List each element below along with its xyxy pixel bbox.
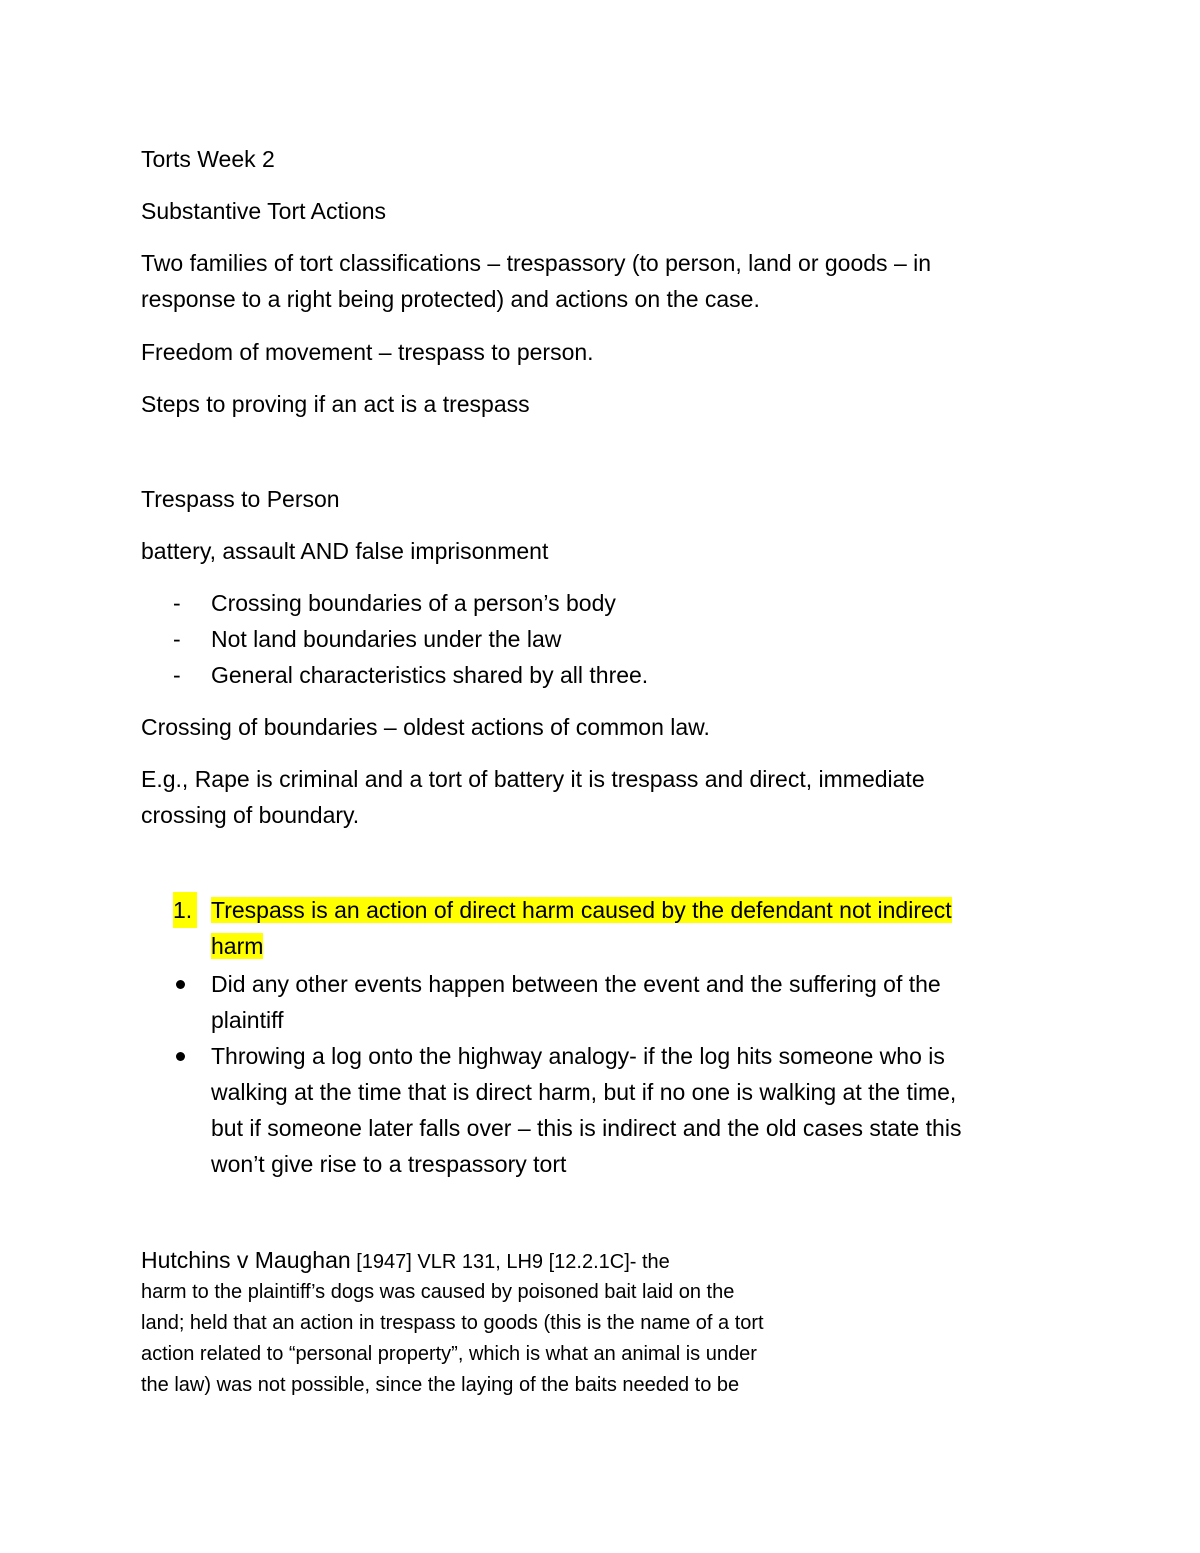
dash-marker: - <box>173 590 181 616</box>
paragraph-steps: Steps to proving if an act is a trespass <box>141 391 530 417</box>
list-item-text: Not land boundaries under the law <box>211 626 562 652</box>
paragraph-families <box>141 245 1051 317</box>
dash-marker: - <box>173 662 181 688</box>
list-item <box>141 621 1051 657</box>
paragraph-types: battery, assault AND false imprisonment <box>141 538 549 564</box>
case-summary-line: land; held that an action in trespass to goods (this is the name of a tort <box>141 1312 764 1334</box>
numbered-item <box>141 892 1051 964</box>
list-item-text <box>211 1038 1051 1182</box>
numbered-item-text <box>211 892 1051 964</box>
list-item-text: Crossing boundaries of a person’s body <box>211 590 616 616</box>
paragraph-example <box>141 761 1051 833</box>
numbered-item-number: 1. <box>173 892 197 928</box>
case-name: Hutchins v Maughan <box>141 1247 351 1273</box>
numbered-item-line-2: harm <box>211 933 264 959</box>
list-item <box>141 966 1051 1038</box>
list-item-line: won’t give rise to a trespassory tort <box>211 1151 567 1177</box>
heading-trespass-to-person: Trespass to Person <box>141 486 340 512</box>
case-summary-line: harm to the plaintiff’s dogs was caused by poisoned bait laid on the <box>141 1281 735 1303</box>
case-heading <box>141 1244 1041 1278</box>
list-item-line: walking at the time that is direct harm, but if no one is walking at the time, <box>211 1079 957 1105</box>
list-item <box>141 585 1051 621</box>
dash-marker: - <box>173 626 181 652</box>
list-item-line: Throwing a log onto the highway analogy- if the log hits someone who is <box>211 1043 945 1069</box>
list-item-text <box>211 966 1051 1038</box>
list-item-line: plaintiff <box>211 1007 284 1033</box>
paragraph-example-line-2: crossing of boundary. <box>141 802 360 828</box>
document-title: Torts Week 2 <box>141 146 275 172</box>
list-item <box>141 657 1051 693</box>
case-summary <box>141 1277 841 1401</box>
numbered-item-line-1: Trespass is an action of direct harm caused by the defendant not indirect <box>211 897 952 923</box>
paragraph-families-line-2: response to a right being protected) and actions on the case. <box>141 286 760 312</box>
list-item-line: but if someone later falls over – this is indirect and the old cases state this <box>211 1115 962 1141</box>
bullet-dot-icon <box>176 980 185 989</box>
paragraph-example-line-1: E.g., Rape is criminal and a tort of battery it is trespass and direct, immediate <box>141 766 925 792</box>
paragraph-freedom: Freedom of movement – trespass to person. <box>141 339 594 365</box>
list-item-line: Did any other events happen between the event and the suffering of the <box>211 971 941 997</box>
list-item-text: General characteristics shared by all three. <box>211 662 649 688</box>
list-item <box>141 1038 1051 1182</box>
paragraph-families-line-1: Two families of tort classifications – trespassory (to person, land or goods – in <box>141 250 932 276</box>
case-summary-line: action related to “personal property”, which is what an animal is under <box>141 1343 757 1365</box>
case-summary-line: the law) was not possible, since the laying of the baits needed to be <box>141 1374 740 1396</box>
bullet-dot-icon <box>176 1052 185 1061</box>
case-citation: [1947] VLR 131, LH9 [12.2.1C]- the <box>350 1251 670 1273</box>
document-subtitle: Substantive Tort Actions <box>141 198 387 224</box>
paragraph-crossing: Crossing of boundaries – oldest actions of common law. <box>141 714 710 740</box>
